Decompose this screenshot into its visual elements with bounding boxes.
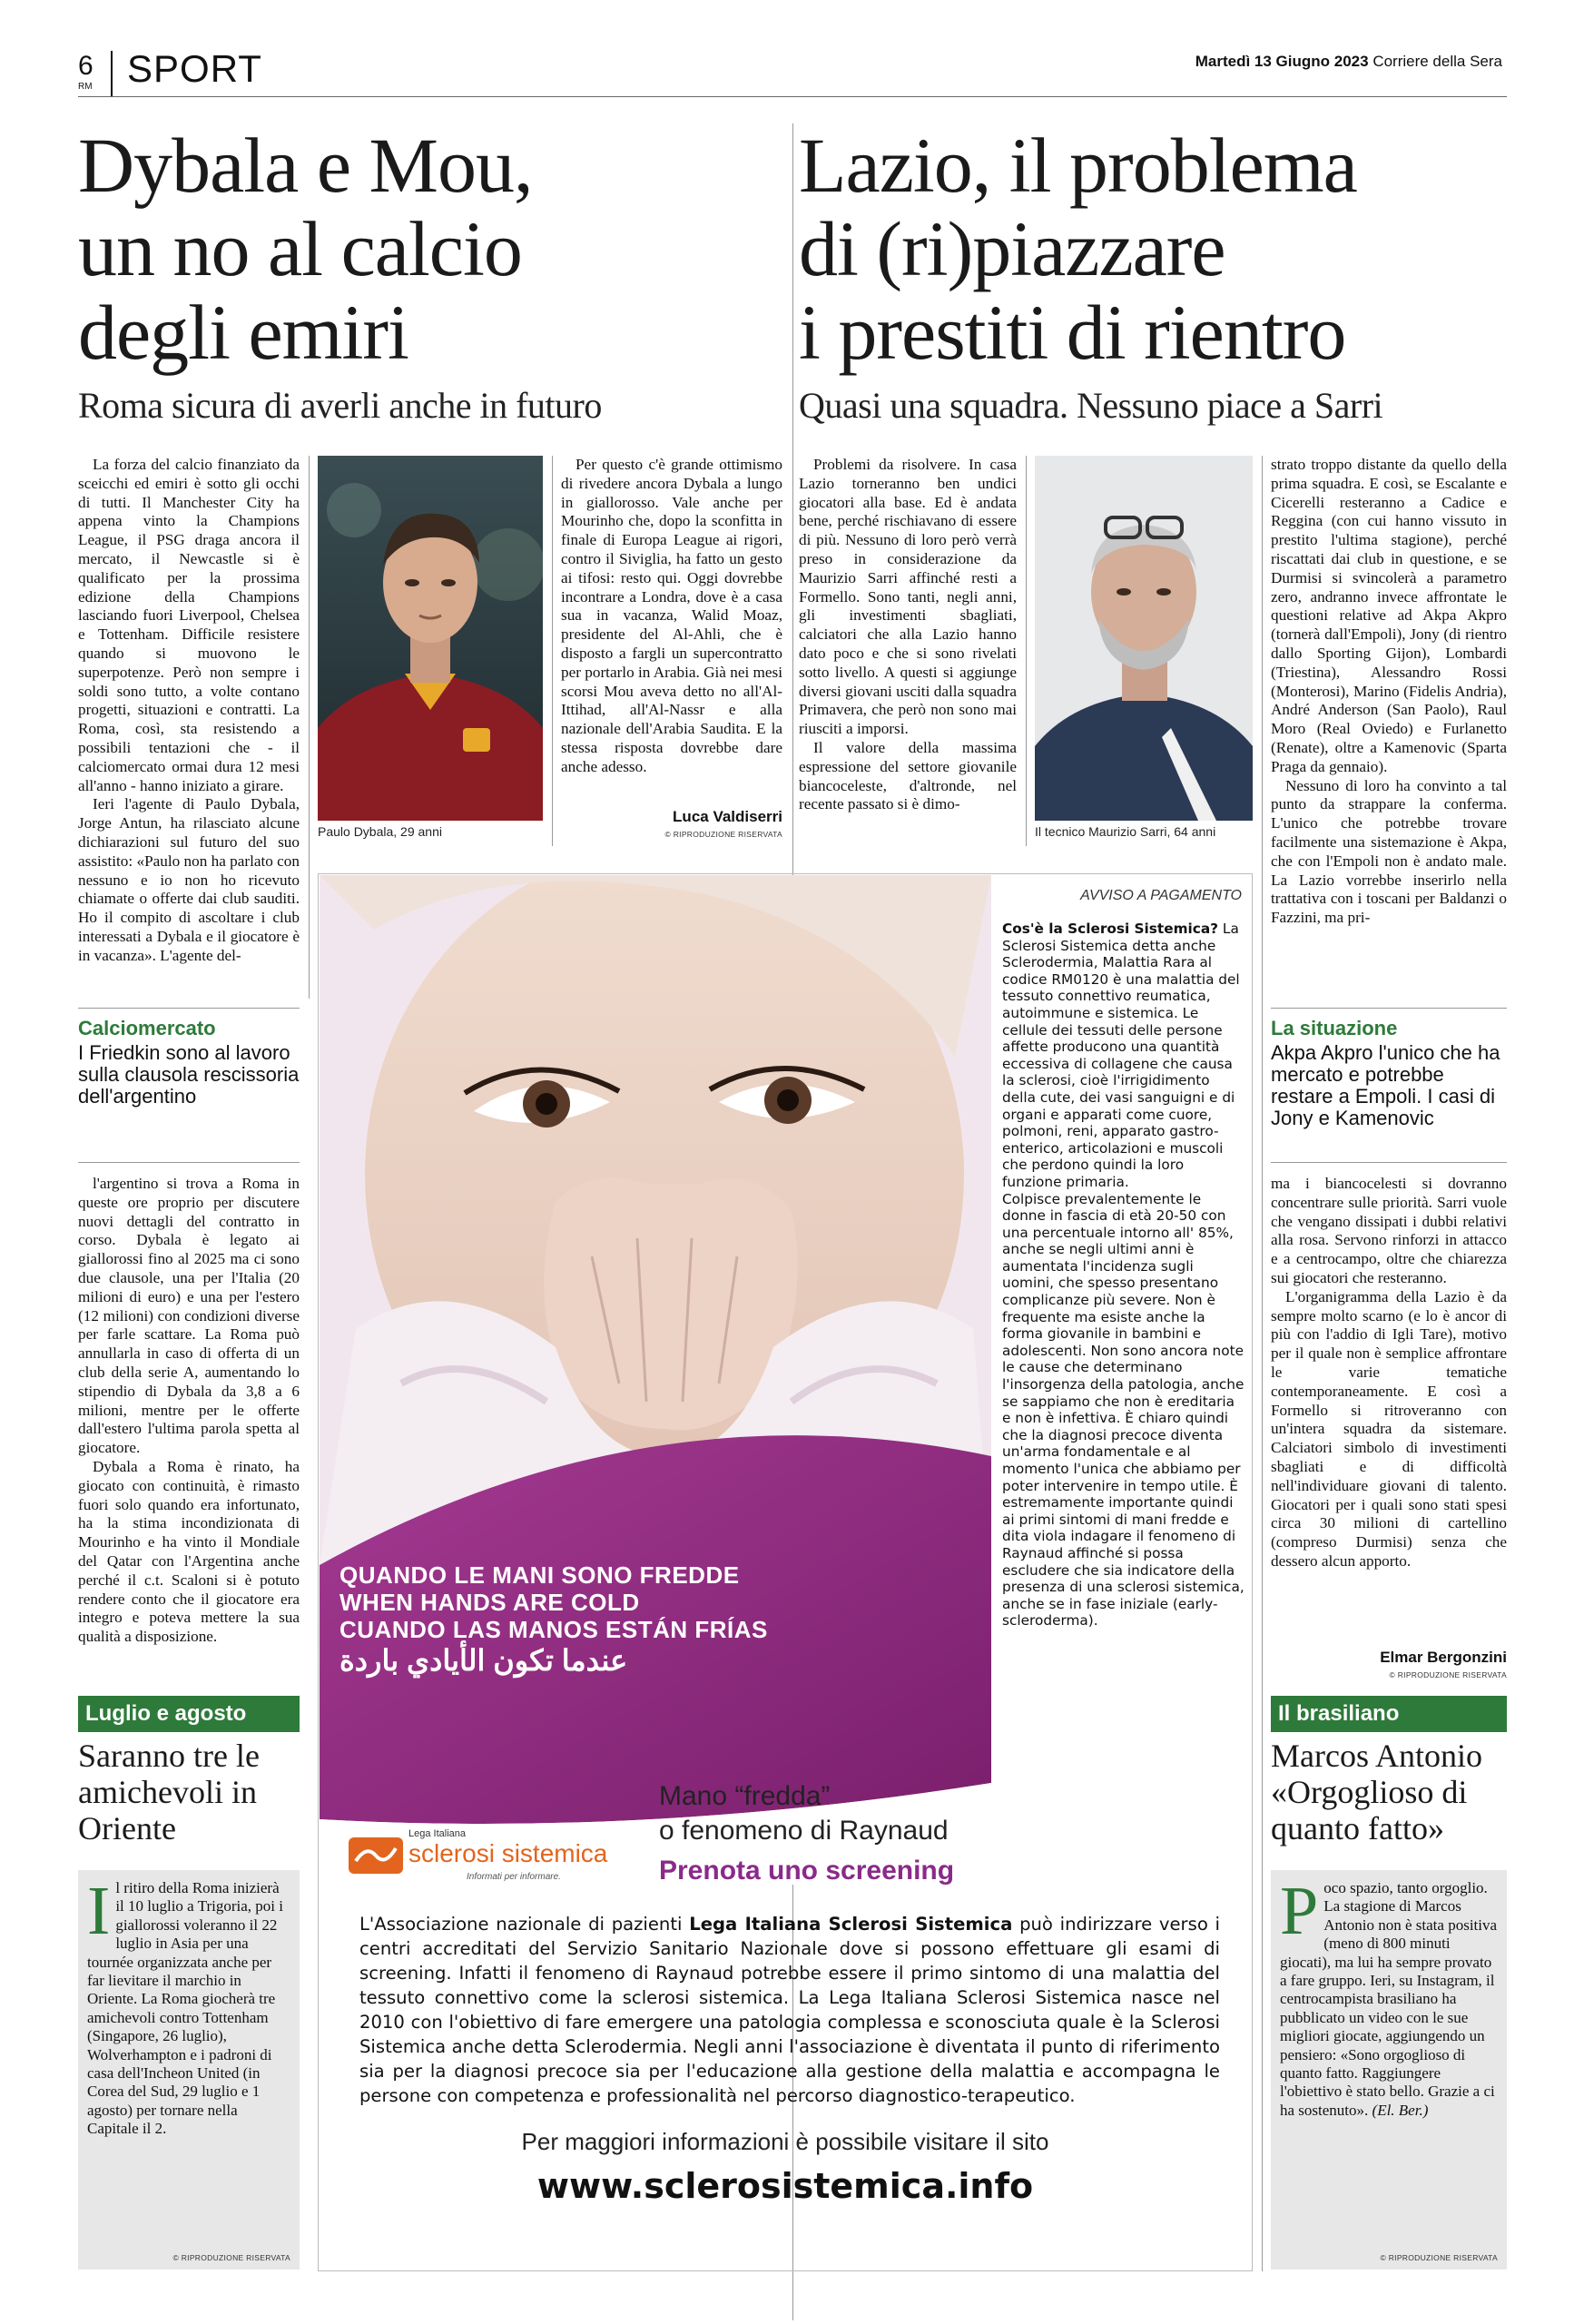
brasiliano-signature: (El. Ber.) — [1372, 2101, 1429, 2119]
paragraph: l'argentino si trova a Roma in queste ore proprio per discutere nuovi dettagli del contratto in corso. Dybala è legato ai giallorossi fino al 2025 ma ci sono due clausole, una per l'Italia (20 milioni di euro) e una per l'estero (12 milioni) con condizioni diverse per farle scattare. La Roma può annullarla in caso di offerta di un club della serie A, aumentando lo stipendio di Dybala da 3,8 a 6 milioni, mentre per le offerte dall'estero l'ultima parola spetta al giocatore. — [78, 1175, 300, 1457]
ad-mano-line: Mano “fredda” — [659, 1781, 831, 1811]
box-rule — [78, 1008, 300, 1009]
column-rule — [1026, 456, 1027, 846]
ad-cta: Prenota uno screening — [659, 1856, 955, 1886]
right-headline-line: di (ri)piazzare — [799, 205, 1225, 292]
right-rights: © RIPRODUZIONE RISERVATA — [1389, 1670, 1507, 1679]
sarri-caption: Il tecnico Maurizio Sarri, 64 anni — [1035, 824, 1216, 839]
left-col-1-cont — [78, 1175, 300, 1683]
ad-image — [320, 875, 991, 1885]
paragraph: Per questo c'è grande ottimismo di rivedere ancora Dybala a lungo in giallorosso. Vale anche per Mourinho che, dopo la sconfitta in finale di Europa League ai rigori, contro il Siviglia, ha fatto un gesto ai tifosi: resto qui. Oggi dovrebbe incontrare a Londra, dove è a casa sua in vacanza, Walid Moaz, presidente del Al-Ahli, che è disposto a fargli un supercontratto per portarlo in Arabia. Già nei mesi scorsi Mou aveva detto no all'Al-Ittihad, all'Al-Nassr e alla nazionale dell'Arabia Saudita. E la stessa risposta dovrebbe dare anche adesso. — [561, 456, 782, 775]
ad-mano — [659, 1779, 949, 1848]
left-headline-line: un no al calcio — [78, 205, 522, 292]
ad-info-column — [1002, 921, 1245, 1903]
paragraph: L'organigramma della Lazio è da sempre molto scarno (e lo è ancor di più con l'addio di Igli Tare), motivo per il quale non è semplice affrontare le varie tematiche contemporaneamente. E così a Formello si ritroveranno con un'intera squadra da sistemare. Calciatori simbolo di investimenti sbagliati e di difficoltà nell'individuare giovani di talento. Giocatori per i quali sono stati spesi circa 30 milioni di cartellino (compreso Durmisi) senza che dessero alcun apporto. — [1271, 1287, 1507, 1570]
ad-info-line: Per maggiori informazioni è possibile visitare il sito — [521, 2128, 1049, 2155]
paper-name: Corriere della Sera — [1372, 53, 1502, 70]
paragraph: Nessuno di loro ha convinto a tal punto da strappare la conferma. L'unico che potrebbe trovare facilmente una sistemazione è Akpa, che con l'Empoli non è andato male. La Lazio vorrebbe inserirlo nella trattativa con i toscani per Baldanzi o Fazzini, ma pri- — [1271, 776, 1507, 927]
lega-logo — [349, 1825, 621, 1888]
box-rule — [1271, 1008, 1507, 1009]
brasiliano-rights: © RIPRODUZIONE RISERVATA — [1380, 2253, 1498, 2262]
calciomercato-label: Calciomercato — [78, 1017, 216, 1039]
column-rule — [552, 456, 553, 846]
page-region: RM — [78, 82, 93, 92]
ad-answer: La Sclerosi Sistemica detta anche Sclerodermia, Malattia Rara al codice RM0120 è una malattia del tessuto connettivo reumatica, autoimmune e sistemica. Le cellule dei tessuti delle persone affette producono una quantità eccessiva di collagene che causa la sclerosi, cioè l'irrigidimento della cute, dei vasi sanguigni e di organi e apparati come cuore, polmoni, reni, apparato gastro-enterico, articolazioni e muscoli che perdono quindi la loro funzione primaria. — [1002, 921, 1240, 1190]
ad-slogan-arabic: عندما تكون الأيادي باردة — [339, 1644, 628, 1677]
ad-woman-hands-illustration — [320, 875, 991, 1885]
ad-slogan-line: WHEN HANDS ARE COLD — [339, 1589, 640, 1616]
luglio-text: l ritiro della Roma inizierà il 10 luglio a Trigoria, poi i giallorossi voleranno il 22 luglio in Asia per una tournée organizzata anche per far lievitare il marchio in Oriente. La Roma giocherà tre amichevoli contro Tottenham (Singapore, 26 luglio), Wolverhampton e i padroni di casa dell'Incheon United (in Corea del Sud, 29 luglio e 1 agosto) per tornare nella Capitale il 2. — [87, 1879, 283, 2138]
ad-slogan — [339, 1561, 975, 1677]
header-divider — [111, 51, 113, 96]
ad-body-text: L'Associazione nazionale di pazienti — [359, 1914, 690, 1935]
right-headline — [799, 123, 1525, 374]
right-headline-line: Lazio, il problema — [799, 122, 1357, 209]
luglio-box — [78, 1870, 300, 2270]
brasiliano-title: Marcos Antonio «Orgoglioso di quanto fatto» — [1271, 1738, 1482, 1846]
ad-answer-2: Colpisce prevalentemente le donne in fascia di età 20-50 con una percentuale intorno all' 85%, anche se negli ultimi anni è aumentata l'incidenza sugli uomini, che spesso presentano complicanze più severe. Non è frequente ma esiste anche la forma giovanile in bambini e adolescenti. Non sono ancora note le cause che determinano l'insorgenza della patologia, anche se sappiamo che non è ereditaria e non è infettiva. È chiaro quindi che la diagnosi precoce diventa un'arma fondamentale e al momento l'unica che abbiamo per poter intervenire in tempo utile. È estremamente importante quindi ai primi sintomi di mani fredde e dita viola indagare il fenomeno di Raynaud affinché si possa escludere che sia indicatore della presenza di una sclerosi sistemica, anche se in fase iniziale (early-scleroderma). — [1002, 1190, 1245, 1630]
ad-question: Cos'è la Sclerosi Sistemica? — [1002, 921, 1219, 937]
section-title: SPORT — [127, 47, 262, 90]
left-col-1 — [78, 456, 300, 999]
logo-small: Lega Italiana — [408, 1828, 466, 1839]
dybala-photo — [318, 456, 543, 821]
lega-logo-icon — [349, 1837, 403, 1874]
ad-body-bold: Lega Italiana Sclerosi Sistemica — [689, 1914, 1013, 1935]
sarri-photo — [1035, 456, 1253, 821]
left-headline-line: Dybala e Mou, — [78, 122, 533, 209]
ad-slogan-line: QUANDO LE MANI SONO FREDDE — [339, 1561, 740, 1589]
luglio-rights: © RIPRODUZIONE RISERVATA — [172, 2253, 290, 2262]
left-col-3 — [561, 456, 782, 793]
situazione-text: Akpa Akpro l'unico che ha mercato e potrebbe restare a Empoli. I casi di Jony e Kamenovic — [1271, 1041, 1500, 1129]
ad-body-text: può indirizzare verso i centri accreditati del Servizio Sanitario Nazionale dove si possono effettuare gli esami di screening. Infatti il fenomeno di Raynaud potrebbe essere il primo sintomo di una malattia del tessuto connettivo come la sclerosi sistemica. La Lega Italiana Sclerosi Sistemica nasce nel 2010 con l'obiettivo di fare emergere una patologia complessa e sconosciuta quale è la Sclerosi Sistemica anche detta Sclerodermia. Negli anni l'associazione è diventata il punto di riferimento sia per la diagnosi precoce sia per l'educazione alla gestione della malattia e accompagna le persone con competenza e professionalità nel percorso diagnostico-terapeutico. — [359, 1914, 1220, 2106]
paragraph: La forza del calcio finanziato da sceicchi ed emiri è sotto gli occhi di tutti. Il Manchester City ha appena vinto la Champions League, il PSG draga ancora il mercato, il Newcastle si è qualificato per la prossima edizione della Champions lasciando fuori Liverpool, Chelsea e Tottenham. Difficile resistere quando si muovono le superpotenze. Però non sempre i soldi sono tutto, a volte contano progetti, situazioni e contratti. La Roma, così, sta resistendo a possibili tentazioni che - il calciomercato ormai dura 12 mesi all'anno - hanno iniziato a girare. — [78, 456, 300, 794]
brasiliano-text: oco spazio, tanto orgoglio. La stagione di Marcos Antonio non è stata positiva (meno di 800 minuti giocati), ma lui ha sempre provato a fare gruppo. Ieri, su Instagram, il centrocampista brasiliano ha pubblicato un video con le sue migliori giocate, aggiungendo un pensiero: «Sono orgoglioso di quanto fatto. Raggiungere l'obiettivo è stato bello. Grazie a ci ha sostenuto». — [1280, 1879, 1498, 2119]
left-rights: © RIPRODUZIONE RISERVATA — [664, 830, 782, 839]
luglio-bar: Luglio e agosto — [78, 1696, 300, 1732]
right-col-3 — [1271, 456, 1507, 1009]
header-rule — [78, 96, 1507, 97]
situazione-label: La situazione — [1271, 1017, 1398, 1039]
dybala-portrait — [318, 456, 543, 821]
paragraph: Il valore della massima espressione del settore giovanile biancoceleste, d'altronde, nel recente passato si è dimo- — [799, 738, 1017, 813]
ad-label: AVVISO A PAGAMENTO — [1080, 888, 1242, 903]
right-byline: Elmar Bergonzini — [1380, 1649, 1507, 1666]
column-rule — [1262, 456, 1263, 2271]
paragraph: ma i biancocelesti si dovranno concentrare sulle priorità. Sarri vuole che vengano dissipati i dubbi relativi alla rosa. Servono rinforzi in attacco e a centrocampo, oltre che chiarezza sui giocatori che resteranno. — [1271, 1175, 1507, 1286]
dropcap: P — [1280, 1879, 1319, 1949]
brasiliano-bar: Il brasiliano — [1271, 1696, 1507, 1732]
box-rule — [78, 1162, 300, 1163]
ad-mano-line: o fenomeno di Raynaud — [659, 1816, 949, 1846]
dateline — [1195, 53, 1502, 71]
left-byline: Luca Valdiserri — [673, 808, 782, 825]
logo-tagline: Informati per informare. — [467, 1872, 561, 1882]
page-number: 6 — [78, 51, 93, 81]
brasiliano-text-wrap — [1280, 1879, 1498, 2120]
paragraph: Dybala a Roma è rinato, ha giocato con continuità, è rimasto fuori solo quando era infortunato, ha la stima incondizionata di Mourinho e ha vinto il Mondiale del Qatar con l'Argentina anche perché il c.t. Scaloni si è potuto rendere conto che il giocatore era integro e poteva mettere la sua qualità a disposizione. — [78, 1457, 300, 1646]
luglio-title: Saranno tre le amichevoli in Oriente — [78, 1738, 260, 1846]
paragraph: Problemi da risolvere. In casa Lazio torneranno ben undici giocatori alla base. Ed è andata bene, perché rischiavano di essere di più. Nessuno di loro però verrà preso in considerazione da Maurizio Sarri affinché resti a Formello. Sono tanti, negli anni, gli investimenti sbagliati, calciatori che alla Lazio hanno dato poco e che si sono rivelati sotto livello. A questi si aggiunge diversi giovani usciti dalla squadra Primavera, che però non sono mai riusciti a imporsi. — [799, 456, 1017, 738]
box-rule — [1271, 1162, 1507, 1163]
paragraph: strato troppo distante da quello della prima squadra. E così, se Escalante e Cicerelli resteranno a Cadice e Reggina (con cui hanno vissuto in prestito l'ultima stagione), perché riscattati dai club in questione, e se Durmisi si svincolerà a parametro zero, andranno invece affrontate le questioni relative ad Akpa Akpro (tornerà dall'Empoli), Jony (di rientro dallo Sporting Gijon), Lombardi (Triestina), Alessandro Rossi (Monterosi), Marino (Fidelis Andria), André Anderson (San Paolo), Raul Moro (Real Oviedo) e Furlanetto (Renate), oltre a Kamenovic (Sparta Praga da gennaio). — [1271, 456, 1507, 775]
dybala-caption: Paulo Dybala, 29 anni — [318, 824, 442, 839]
ad-slogan-line: CUANDO LAS MANOS ESTÁN FRÍAS — [339, 1616, 768, 1643]
brasiliano-box — [1271, 1870, 1507, 2270]
ad-body — [359, 1912, 1220, 2108]
left-subhead: Roma sicura di averli anche in futuro — [78, 385, 602, 426]
right-subhead: Quasi una squadra. Nessuno piace a Sarri — [799, 385, 1383, 426]
dropcap: I — [87, 1879, 111, 1949]
left-headline — [78, 123, 786, 374]
column-rule — [309, 456, 310, 999]
right-col-3-cont — [1271, 1175, 1507, 1650]
issue-date: Martedì 13 Giugno 2023 — [1195, 53, 1369, 70]
right-col-1 — [799, 456, 1017, 852]
left-headline-line: degli emiri — [78, 289, 408, 376]
right-headline-line: i prestiti di rientro — [799, 289, 1346, 376]
sarri-portrait — [1035, 456, 1253, 821]
paragraph: Ieri l'agente di Paulo Dybala, Jorge Antun, ha rilasciato alcune dichiarazioni sul futuro del suo assistito: «Paulo non ha parlato con nessuno e io non ho ricevuto chiamate o offerte dai club sauditi. Ho il compito di ascoltare i club interessati a Dybala e il giocatore è in vacanza». L'agente del- — [78, 795, 300, 964]
logo-name: sclerosi sistemica — [408, 1839, 608, 1867]
luglio-text-wrap — [87, 1879, 290, 2139]
ad-url[interactable]: www.sclerosistemica.info — [536, 2166, 1034, 2206]
calciomercato-text: I Friedkin sono al lavoro sulla clausola rescissoria dell'argentino — [78, 1041, 300, 1108]
